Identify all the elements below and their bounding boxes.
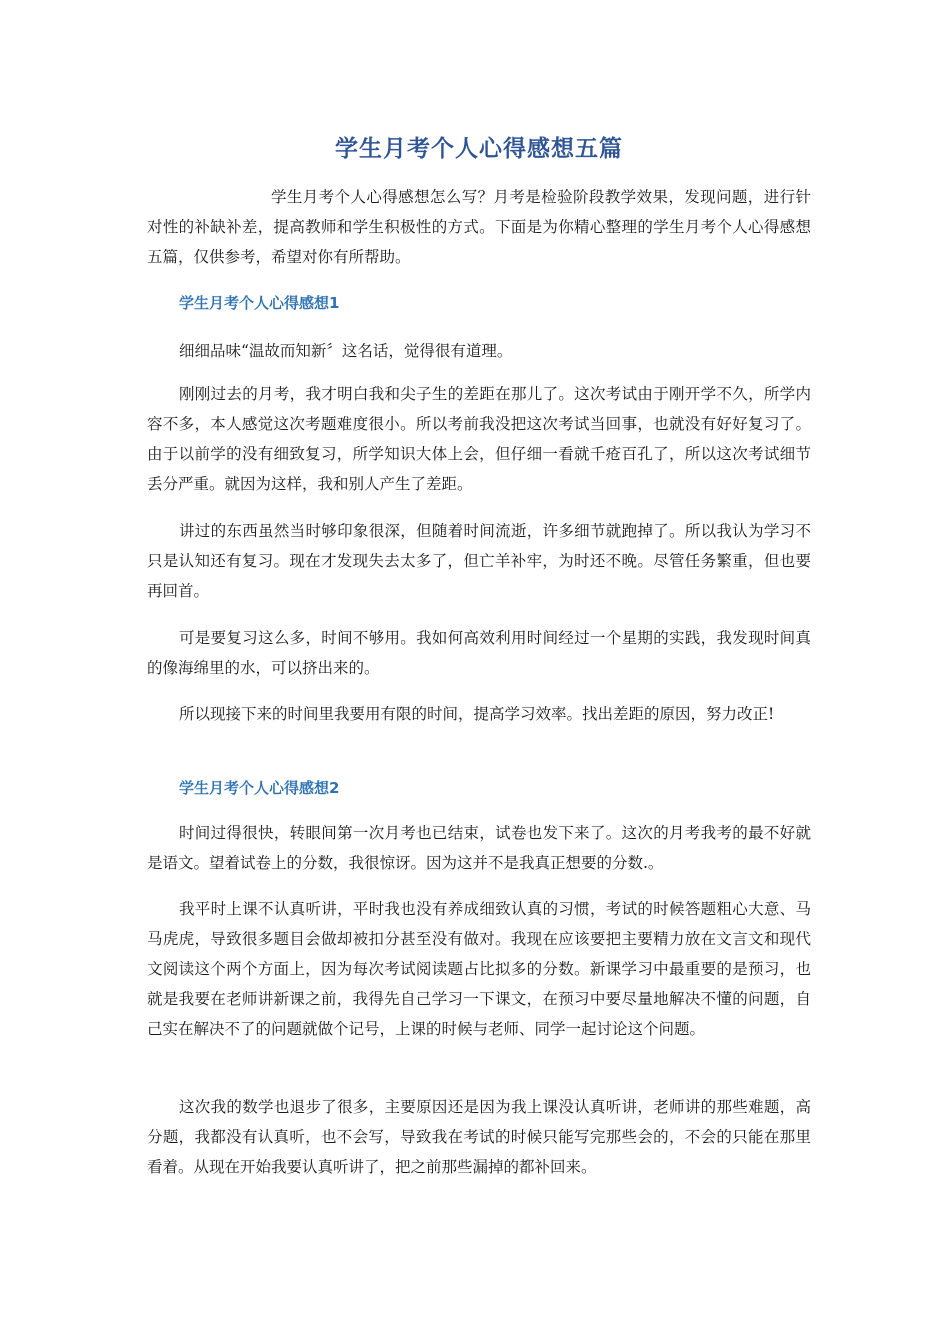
paragraph: 刚刚过去的月考，我才明白我和尖子生的差距在那儿了。这次考试由于刚开学不久，所学内容不多，本人感觉这次考题难度很小。所以考前我没把这次考试当回事，也就没有好好复习了。由于以前学的没有细致复习，所学知识大体上会，但仔细一看就千疮百孔了，所以这次考试细节丢分严重。就因为这样，我和别人产生了差距。 <box>147 385 811 493</box>
paragraph: 可是要复习这么多，时间不够用。我如何高效利用时间经过一个星期的实践，我发现时间真的像海绵里的水，可以挤出来的。 <box>147 629 811 677</box>
section-heading-1: 学生月考个人心得感想1 <box>179 294 340 312</box>
paragraph: 这次我的数学也退步了很多，主要原因还是因为我上课没认真听讲，老师讲的那些难题，高分题，我都没有认真听，也不会写，导致我在考试的时候只能写完那些会的，不会的只能在那里看着。从现在开始我要认真听讲了，把之前那些漏掉的都补回来。 <box>147 1098 811 1176</box>
paragraph: 细细品味“温故而知新〞这名话，觉得很有道理。 <box>179 342 513 360</box>
paragraph: 我平时上课不认真听讲，平时我也没有养成细致认真的习惯，考试的时候答题粗心大意、马马虎虎，导致很多题目会做却被扣分甚至没有做对。我现在应该要把主要精力放在文言文和现代文阅读这个两个方面上，因为每次考试阅读题占比拟多的分数。新课学习中最重要的是预习，也就是我要在老师讲新课之前，我得先自己学习一下课文，在预习中要尽量地解决不懂的问题，自己实在解决不了的问题就做个记号，上课的时候与老师、同学一起讨论这个问题。 <box>147 900 811 1038</box>
intro-paragraph: 学生月考个人心得感想怎么写？月考是检验阶段教学效果，发现问题，进行针对性的补缺补差，提高教师和学生积极性的方式。下面是为你精心整理的学生月考个人心得感想五篇，仅供参考，希望对你有所帮助。 <box>147 188 811 266</box>
paragraph: 讲过的东西虽然当时够印象很深，但随着时间流逝，许多细节就跑掉了。所以我认为学习不只是认知还有复习。现在才发现失去太多了，但亡羊补牢，为时还不晚。尽管任务繁重，但也要再回首。 <box>147 522 811 600</box>
paragraph: 所以现接下来的时间里我要用有限的时间，提高学习效率。找出差距的原因，努力改正! <box>179 705 775 723</box>
document-title: 学生月考个人心得感想五篇 <box>335 136 623 162</box>
paragraph: 时间过得很快，转眼间第一次月考也已结束，试卷也发下来了。这次的月考我考的最不好就是语文。望着试卷上的分数，我很惊讶。因为这并不是我真正想要的分数.。 <box>147 824 811 872</box>
section-heading-2: 学生月考个人心得感想2 <box>179 779 340 797</box>
